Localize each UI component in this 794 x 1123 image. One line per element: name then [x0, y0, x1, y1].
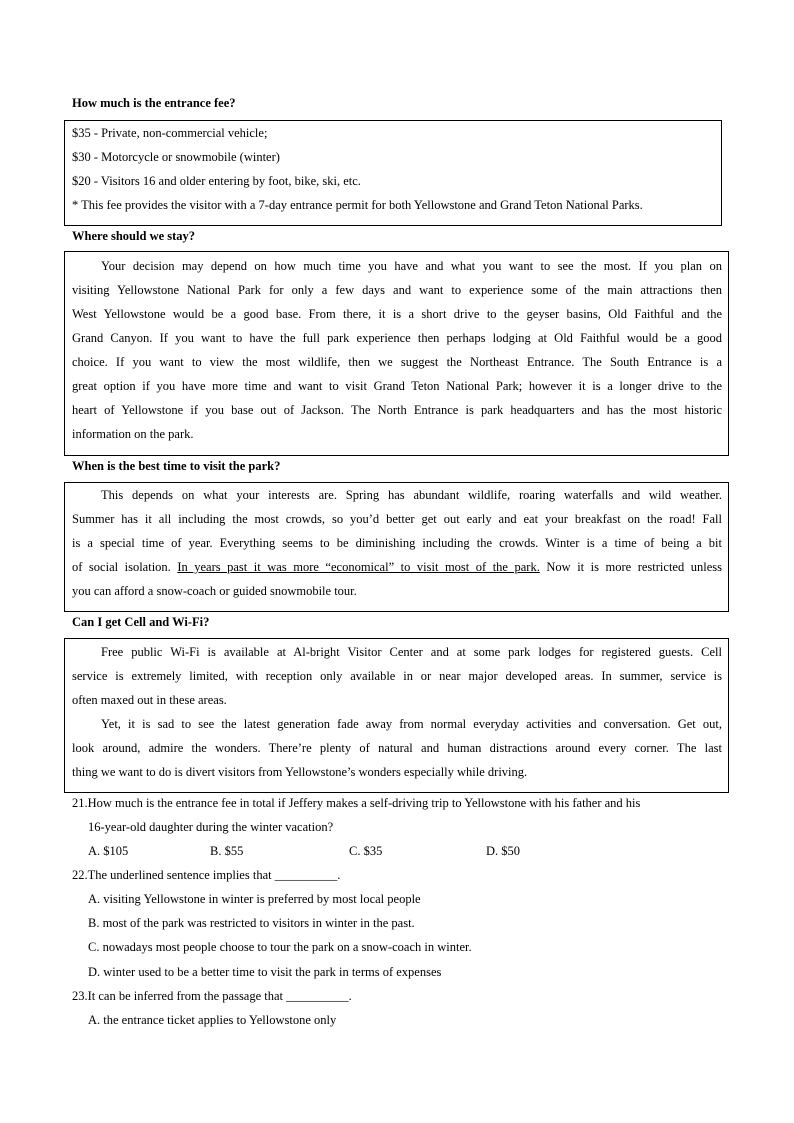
time-line: This depends on what your interests are. Spring has abundant wildlife, roaring waterfalls and wild weather.	[101, 488, 722, 502]
wifi-line: service is extremely limited, with reception only available in or near major developed areas. In summer, service is	[72, 669, 722, 683]
stay-heading: Where should we stay?	[72, 229, 196, 243]
stay-line: heart of Yellowstone if you base out of Jackson. The North Entrance is park headquarters and has the most historic	[72, 403, 722, 417]
wifi-heading: Can I get Cell and Wi-Fi?	[72, 615, 210, 629]
stay-line: choice. If you want to view the most wildlife, then we suggest the Northeast Entrance. The South Entrance is a	[72, 355, 722, 369]
q22-option-a: A. visiting Yellowstone in winter is preferred by most local people	[88, 892, 421, 906]
time-line: Summer has it all including the most crowds, so you’d better get out early and eat your breakfast on the road! Fall	[72, 512, 722, 526]
wifi-line: often maxed out in these areas.	[72, 693, 227, 707]
q21-option-a: A. $105	[88, 844, 129, 858]
wifi-line: thing we want to do is divert visitors from Yellowstone’s wonders especially while driving.	[72, 765, 528, 779]
fee-heading: How much is the entrance fee?	[72, 96, 236, 110]
time-box	[64, 482, 729, 612]
stay-line: visiting Yellowstone National Park for only a few days and want to experience some of the main attractions then	[72, 283, 722, 297]
fee-box	[64, 120, 722, 226]
q22-option-b: B. most of the park was restricted to visitors in winter in the past.	[88, 916, 415, 930]
time-line-after-underline: Now it is more restricted unless	[539, 560, 722, 574]
time-heading: When is the best time to visit the park?	[72, 459, 281, 473]
q21-option-b: B. $55	[210, 844, 244, 858]
stay-line: information on the park.	[72, 427, 194, 441]
q21-option-c: C. $35	[349, 844, 383, 858]
time-line: you can afford a snow-coach or guided snowmobile tour.	[72, 584, 357, 598]
q23-option-a: A. the entrance ticket applies to Yellowstone only	[88, 1013, 337, 1027]
fee-line: $35 - Private, non-commercial vehicle;	[72, 126, 268, 140]
time-line: is a special time of year. Everything seems to be diminishing including the crowds. Winter is a time of being a bit	[72, 536, 722, 550]
stay-box	[64, 251, 729, 456]
stay-line: West Yellowstone would be a good base. From there, it is a short drive to the geyser basins, Old Faithful and the	[72, 307, 722, 321]
q21-option-d: D. $50	[486, 844, 521, 858]
fee-line: $30 - Motorcycle or snowmobile (winter)	[72, 150, 280, 164]
q21-stem: 21.How much is the entrance fee in total if Jeffery makes a self-driving trip to Yellowstone with his father and his	[72, 796, 641, 810]
fee-note-line: * This fee provides the visitor with a 7-day entrance permit for both Yellowstone and Grand Teton National Parks.	[72, 198, 643, 212]
q22-option-c: C. nowadays most people choose to tour the park on a snow-coach in winter.	[88, 940, 472, 954]
stay-line: Your decision may depend on how much time you have and what you want to see the most. If you plan on	[101, 259, 722, 273]
underlined-sentence: In years past it was more “economical” to visit most of the park.	[177, 560, 540, 574]
stay-line: Grand Canyon. If you want to have the full park experience then perhaps lodging at Old Faithful would be a good	[72, 331, 722, 345]
wifi-line: Free public Wi-Fi is available at Al-bright Visitor Center and at some park lodges for registered guests. Cell	[101, 645, 722, 659]
wifi-line: look around, admire the wonders. There’re plenty of natural and human distractions around every corner. The last	[72, 741, 722, 755]
wifi-box	[64, 638, 729, 793]
q22-stem: 22.The underlined sentence implies that __________.	[72, 868, 341, 882]
q21-stem-continued: 16-year-old daughter during the winter vacation?	[88, 820, 334, 834]
stay-line: great option if you have more time and want to visit Grand Teton National Park; however it is a longer drive to the	[72, 379, 722, 393]
time-line-before-underline: of social isolation.	[72, 560, 178, 574]
q23-stem: 23.It can be inferred from the passage that __________.	[72, 989, 352, 1003]
q22-option-d: D. winter used to be a better time to visit the park in terms of expenses	[88, 965, 442, 979]
fee-line: $20 - Visitors 16 and older entering by foot, bike, ski, etc.	[72, 174, 361, 188]
time-line	[72, 555, 722, 579]
wifi-line: Yet, it is sad to see the latest generation fade away from normal everyday activities and conversation. Get out,	[101, 717, 722, 731]
